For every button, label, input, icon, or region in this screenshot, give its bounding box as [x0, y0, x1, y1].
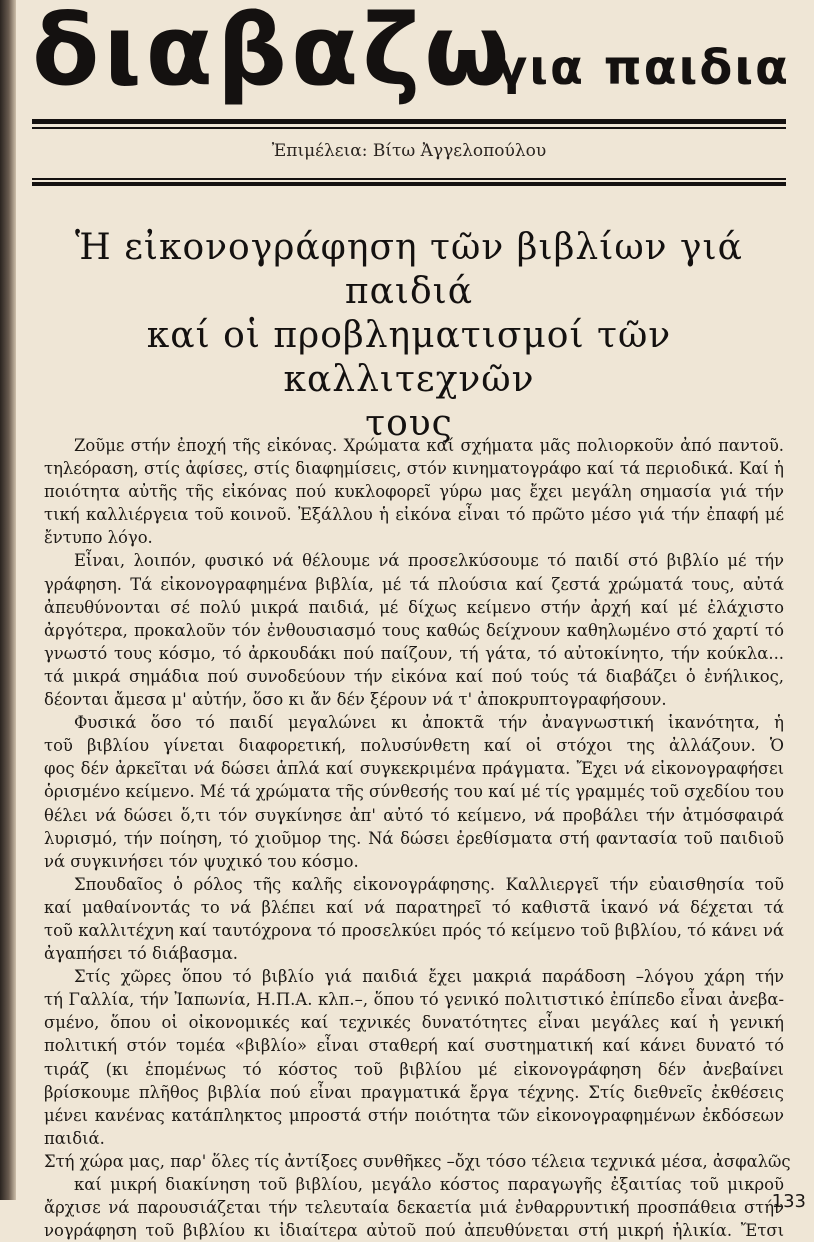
body-text-line: νά συγκινήσει τόν ψυχικό του κόσμο. [44, 851, 359, 871]
body-text-line: ὁρισμένο κείμενο. Μέ τά χρώματα τῆς σύνθεσής του καί μέ τίς γραμμές τοῦ σχεδίου του [44, 782, 784, 802]
body-text-line: μένει κανένας κατάπληκτος μπροστά στήν ποιότητα τῶν εἰκονογραφημένων ἐκδόσεων [44, 1105, 784, 1125]
body-text-line: ἀγαπήσει τό διάβασμα. [44, 944, 239, 964]
body-text-line: ἀργότερα, προκαλοῦν τόν ἐνθουσιασμό τους καθώς δείχνουν καθηλωμένο στό χαρτί τό [44, 620, 784, 640]
body-text-line: πολιτική στόν τομέα «βιβλίο» εἶναι σταθερή καί συστηματική καί κάνει δυνατό τό [44, 1036, 784, 1056]
body-text-line: τική καλλιέργεια τοῦ κοινοῦ. Ἐξάλλου ἡ εἰκόνα εἶναι τό πρῶτο μέσο γιά τήν ἐπαφή μέ [44, 505, 784, 525]
book-spine-shadow [0, 0, 16, 1200]
masthead-rule-thin [32, 127, 786, 129]
headline-line: παιδιά [344, 271, 474, 312]
body-text-line: ποιότητα αὐτῆς τῆς εἰκόνας πού κυκλοφορεῖ γύρω μας ἔχει μεγάλη σημασία γιά τήν [44, 482, 784, 502]
masthead-subtitle: για παιδια [494, 40, 790, 96]
body-text-line: γνωστό τους κόσμο, τό ἀρκουδάκι πού παίζουν, τή γάτα, τό αὐτοκίνητο, τήν κούκλα... [44, 643, 784, 663]
body-text-line: ἔντυπο λόγο. [44, 528, 153, 548]
body-text-line: τοῦ βιβλίου γίνεται διαφορετική, πολυσύνθετη καί οἱ στόχοι της ἀλλάζουν. Ὁ [44, 736, 784, 756]
body-text-line: σμένο, ὅπου οἱ οἰκονομικές καί τεχνικές δυνατότητες εἶναι μεγάλες καί ἡ γενική [44, 1013, 784, 1033]
body-text-line: καί μικρή διακίνηση τοῦ βιβλίου, μεγάλο κόστος παραγωγῆς ἐξαιτίας τοῦ μικροῦ [74, 1175, 784, 1194]
body-text-line: Φυσικά ὅσο τό παιδί μεγαλώνει κι ἀποκτᾶ τήν ἀναγνωστική ἱκανότητα, ἡ [74, 713, 784, 733]
column-masthead [30, 0, 790, 117]
masthead-title: διαβαζω [32, 0, 514, 108]
headline-line: Ἡ εἰκονογράφηση τῶν βιβλίων γιά [75, 227, 743, 268]
body-text-line: παιδιά. [44, 1128, 105, 1148]
body-text-line: τοῦ καλλιτέχνη καί ταυτόχρονα τό προσελκύει πρός τό κείμενο τοῦ βιβλίου, τό κάνει νά [44, 920, 784, 940]
header-rule-thin [32, 178, 786, 180]
body-text-line: τά μικρά σημάδια πού συνοδεύουν τήν εἰκόνα καί πού τούς τά διαβάζει ὁ ἐνήλικος, [44, 666, 784, 686]
body-text-line: βρίσκουμε πλῆθος βιβλία πού εἶναι πραγματικά ἔργα τέχνης. Στίς διεθνεῖς ἐκθέσεις [44, 1082, 784, 1102]
body-text-line: Στίς χῶρες ὅπου τό βιβλίο γιά παιδιά ἔχει μακριά παράδοση –λόγου χάρη τήν [74, 967, 784, 987]
body-text-line: Εἶναι, λοιπόν, φυσικό νά θέλουμε νά προσελκύσουμε τό παιδί στό βιβλίο μέ τήν [74, 551, 784, 571]
body-text-line: Σπουδαῖος ὁ ρόλος τῆς καλῆς εἰκονογράφησης. Καλλιεργεῖ τήν εὐαισθησία τοῦ [74, 874, 784, 894]
body-text-line: τηλεόραση, στίς ἀφίσες, στίς διαφημίσεις, στόν κινηματογράφο καί τά περιοδικά. Καί ἡ [44, 459, 784, 479]
body-text-line: θέλει νά δώσει ὅ,τι τόν συγκίνησε ἀπ' αὐτό τό κείμενο, νά προβάλει τήν ἀτμόσφαιρά [44, 805, 784, 825]
page-number: 133 [771, 1191, 806, 1212]
body-text-line: τιράζ (κι ἑπομένως τό κόστος τοῦ βιβλίου μέ εἰκονογράφηση δέν ἀνεβαίνει [44, 1059, 784, 1079]
body-text-line: καί μαθαίνοντάς το νά βλέπει καί νά παρατηρεῖ τό καθιστᾶ ἱκανό νά δέχεται τά [44, 897, 784, 917]
body-text-line: Στή χώρα μας, παρ' ὅλες τίς ἀντίξοες συνθῆκες –ὄχι τόσο τέλεια τεχνικά μέσα, ἀσφαλῶς [44, 1151, 791, 1171]
body-text-line: φος δέν ἀρκεῖται νά δώσει ἁπλά καί συγκεκριμένα πράγματα. Ἔχει νά εἰκονογραφήσει [44, 759, 784, 779]
body-text-line: γράφηση. Τά εἰκονογραφημένα βιβλία, μέ τά πλούσια καί ζεστά χρώματά τους, αὐτά [44, 574, 784, 594]
header-rule-thick [32, 182, 786, 186]
body-text-line: λυρισμό, τήν ποίηση, τό χιοῦμορ της. Νά δώσει ἐρεθίσματα στή φαντασία τοῦ παιδιοῦ [44, 828, 784, 848]
editor-credit: Ἐπιμέλεια: Βίτω Ἀγγελοπούλου [271, 141, 547, 161]
body-text-line: τή Γαλλία, τήν Ἰαπωνία, Η.Π.Α. κλπ.–, ὅπου τό γενικό πολιτιστικό ἐπίπεδο εἶναι ἀνεβα- [44, 990, 784, 1010]
body-text-line: δέονται ἄμεσα μ' αὐτήν, ὅσο κι ἄν δέν ξέρουν νά τ' ἀποκρυπτογραφήσουν. [44, 690, 667, 710]
article-headline [32, 226, 786, 446]
body-text-line: νογράφηση τοῦ βιβλίου κι ἰδιαίτερα αὐτοῦ πού ἀπευθύνεται στή μικρή ἡλικία. Ἔτσι [44, 1221, 784, 1241]
body-text-line: Ζοῦμε στήν ἐποχή τῆς εἰκόνας. Χρώματα καί σχήματα μᾶς πολιορκοῦν ἀπό παντοῦ. [74, 436, 784, 455]
headline-line: τους [365, 403, 453, 444]
headline-line: καί οἱ προβληματισμοί τῶν καλλιτεχνῶν [146, 315, 672, 400]
body-text-line: ἀπευθύνονται σέ πολύ μικρά παιδιά, μέ δίχως κείμενο στήν ἀρχή καί μέ ἐλάχιστο [44, 597, 784, 617]
masthead-rule-thick [32, 119, 786, 124]
body-text-line: ἄρχισε νά παρουσιάζεται τήν τελευταία δεκαετία μιά ἐνθαρρυντική προσπάθεια στήν [44, 1198, 784, 1218]
